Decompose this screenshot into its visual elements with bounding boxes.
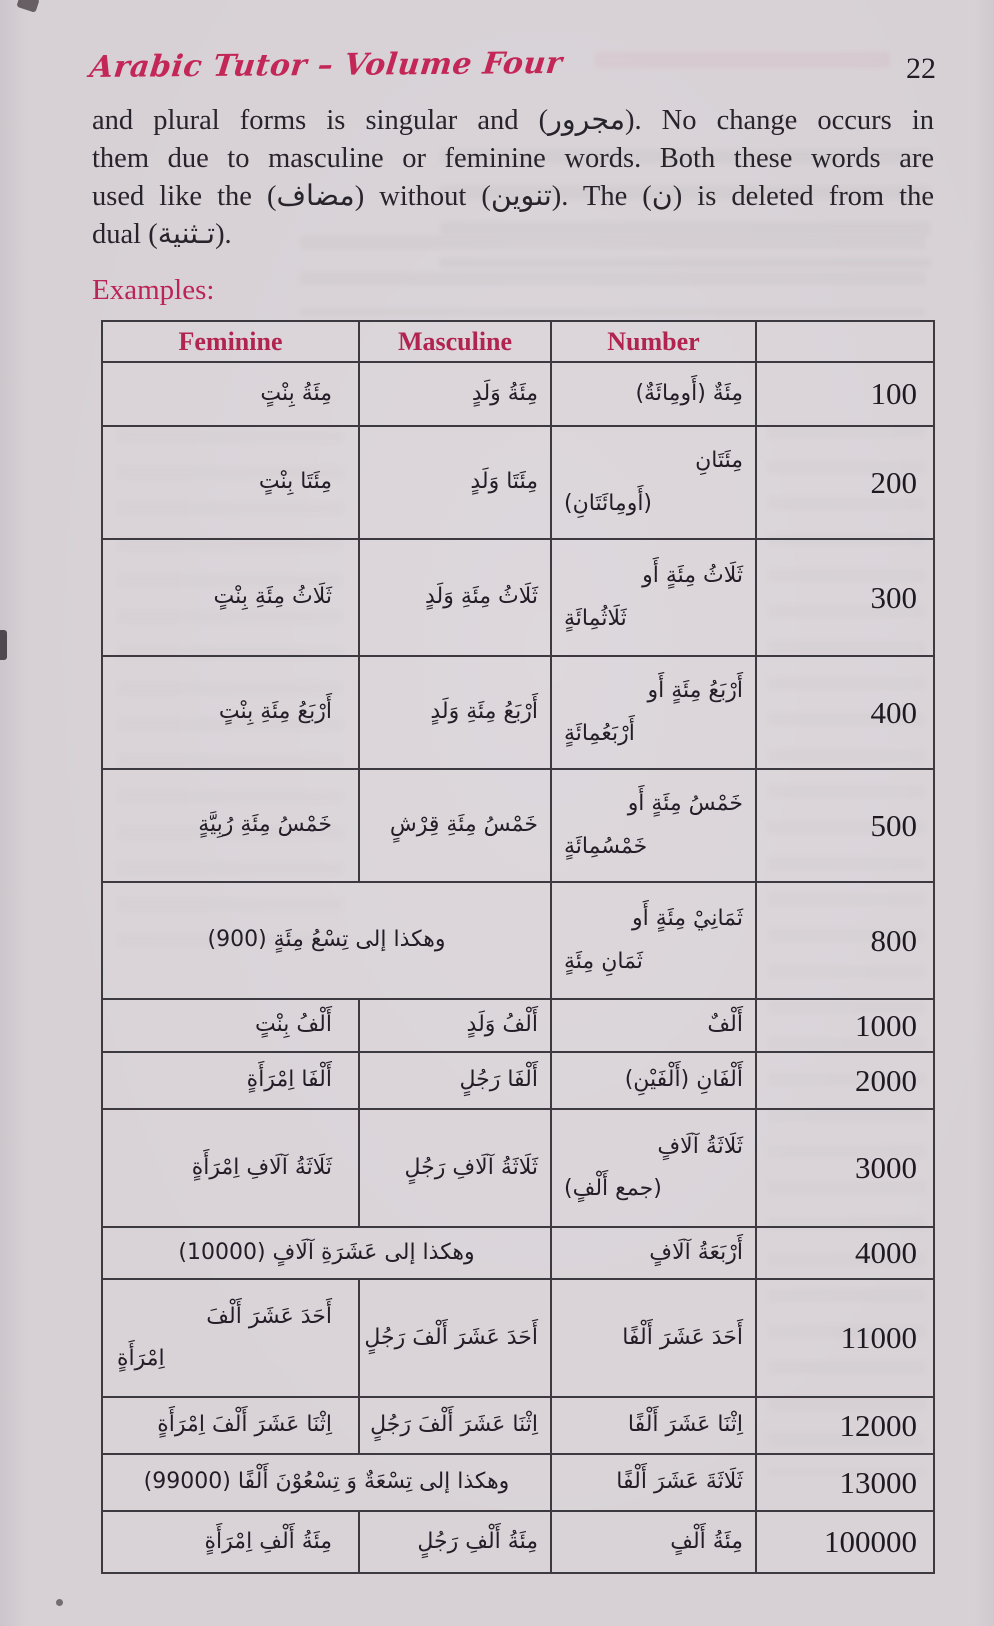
number-cell: أَلْفٌ [552, 1000, 757, 1051]
header-cell-feminine: Feminine [103, 322, 360, 361]
masculine-cell: ثَلَاثُ مِئَةِ وَلَدٍ [360, 540, 552, 655]
book-title: Arabic Tutor – Volume Four [88, 45, 565, 85]
feminine-cell: ثَلَاثُ مِئَةِ بِنْتٍ [103, 540, 360, 655]
number-cell: مِئَتَانِ (أَومِائَتَانِ) [552, 427, 757, 538]
table-row [103, 770, 933, 883]
masculine-cell: اِثْنَا عَشَرَ أَلْفَ رَجُلٍ [360, 1398, 552, 1453]
number-cell: خَمْسُ مِئَةٍ أَو خَمْسُمِائَةٍ [552, 770, 757, 881]
scan-smudge [56, 1599, 63, 1606]
feminine-cell: ثَلَاثَةُ آلَافِ اِمْرَأَةٍ [103, 1110, 360, 1226]
masculine-cell: أَلْفُ وَلَدٍ [360, 1000, 552, 1051]
table-row [103, 1398, 933, 1455]
scan-smudge [16, 0, 39, 13]
feminine-cell: أَرْبَعُ مِئَةِ بِنْتٍ [103, 657, 360, 768]
numeral-cell: 800 [870, 922, 917, 958]
table-row [103, 1455, 933, 1512]
merged-cell: وهكذا إلى تِسْعَةٌ وَ تِسْعُوْنَ أَلْفًا (99000) [103, 1455, 552, 1510]
numbers-table [101, 320, 935, 1574]
number-cell: ثَلَاثُ مِئَةٍ أَو ثَلَاثُمِائَةٍ [552, 540, 757, 655]
numeral-cell: 300 [870, 579, 917, 615]
numeral-cell: 1000 [855, 1007, 917, 1043]
numeral-cell: 100000 [824, 1524, 917, 1560]
header-cell-numeral [757, 322, 933, 361]
feminine-cell: خَمْسُ مِئَةِ رُبِيَّةٍ [103, 770, 360, 881]
number-cell: ثَلَاثَةُ آلَافٍ (جمع أَلْفٍ) [552, 1110, 757, 1226]
number-cell: ثَمَانِيْ مِئَةٍ أَو ثَمَانِ مِئَةٍ [552, 883, 757, 998]
table-row [103, 1000, 933, 1053]
table-row [103, 540, 933, 657]
bleed-through-ghost [595, 52, 890, 86]
table-row [103, 363, 933, 427]
paragraph-line: dual (تـثنية). [92, 219, 232, 250]
table-row [103, 883, 933, 1000]
feminine-cell: أَحَدَ عَشَرَ أَلْفَ اِمْرَأَةٍ [103, 1280, 360, 1396]
feminine-cell: مِئَةُ بِنْتٍ [103, 363, 360, 425]
masculine-cell: مِئَةُ أَلْفِ رَجُلٍ [360, 1512, 552, 1572]
numeral-cell: 13000 [839, 1464, 917, 1500]
numeral-cell: 11000 [840, 1320, 917, 1356]
feminine-cell: اِثْنَا عَشَرَ أَلْفَ اِمْرَأَةٍ [103, 1398, 360, 1453]
header-cell-number: Number [552, 322, 757, 361]
number-cell: أَحَدَ عَشَرَ أَلْفًا [552, 1280, 757, 1396]
table-row [103, 427, 933, 540]
numeral-cell: 12000 [839, 1407, 917, 1443]
table-row [103, 1110, 933, 1228]
numeral-cell: 3000 [855, 1150, 917, 1186]
scan-smudge [0, 630, 7, 660]
examples-heading: Examples: [92, 274, 215, 306]
table-row [103, 657, 933, 770]
numeral-cell: 400 [870, 694, 917, 730]
number-cell: أَرْبَعُ مِئَةٍ أَو أَرْبَعُمِائَةٍ [552, 657, 757, 768]
masculine-cell: أَلْفَا رَجُلٍ [360, 1053, 552, 1108]
table-row [103, 1053, 933, 1110]
page-number: 22 [906, 52, 936, 85]
table-row [103, 1280, 933, 1398]
feminine-cell: أَلْفُ بِنْتٍ [103, 1000, 360, 1051]
masculine-cell: أَحَدَ عَشَرَ أَلْفَ رَجُلٍ [360, 1280, 552, 1396]
masculine-cell: مِئَةُ وَلَدٍ [360, 363, 552, 425]
numeral-cell: 500 [870, 807, 917, 843]
masculine-cell: مِئَتَا وَلَدٍ [360, 427, 552, 538]
masculine-cell: ثَلَاثَةُ آلَافِ رَجُلٍ [360, 1110, 552, 1226]
feminine-cell: مِئَتَا بِنْتٍ [103, 427, 360, 538]
number-cell: مِئَةُ أَلْفٍ [552, 1512, 757, 1572]
number-cell: مِئَةٌ (أَومِائَةٌ) [552, 363, 757, 425]
numeral-cell: 100 [870, 376, 917, 412]
numeral-cell: 2000 [855, 1062, 917, 1098]
paragraph [92, 102, 934, 254]
table-row [103, 1228, 933, 1280]
feminine-cell: أَلْفَا اِمْرَأَةٍ [103, 1053, 360, 1108]
merged-cell: وهكذا إلى تِسْعُ مِئَةٍ (900) [103, 883, 552, 998]
table-row [103, 1512, 933, 1572]
number-cell: أَرْبَعَةُ آلَافٍ [552, 1228, 757, 1278]
number-cell: أَلْفَانِ (أَلْفَيْنِ) [552, 1053, 757, 1108]
number-cell: اِثْنَا عَشَرَ أَلْفًا [552, 1398, 757, 1453]
masculine-cell: خَمْسُ مِئَةِ قِرْشٍ [360, 770, 552, 881]
numeral-cell: 4000 [855, 1235, 917, 1271]
table-header-row [103, 322, 933, 363]
merged-cell: وهكذا إلى عَشَرَةِ آلَافٍ (10000) [103, 1228, 552, 1278]
feminine-cell: مِئَةُ أَلْفِ اِمْرَأَةٍ [103, 1512, 360, 1572]
paragraph-line: used like the (مضاف) without (تنوين). The (ن) is deleted from the [92, 181, 934, 212]
number-cell: ثَلَاثَةَ عَشَرَ أَلْفًا [552, 1455, 757, 1510]
header-cell-masculine: Masculine [360, 322, 552, 361]
paragraph-line: them due to masculine or feminine words. Both these words are [92, 143, 934, 174]
paragraph-line: and plural forms is singular and (مجرور). No change occurs in [92, 105, 934, 136]
masculine-cell: أَرْبَعُ مِئَةِ وَلَدٍ [360, 657, 552, 768]
numeral-cell: 200 [870, 464, 917, 500]
